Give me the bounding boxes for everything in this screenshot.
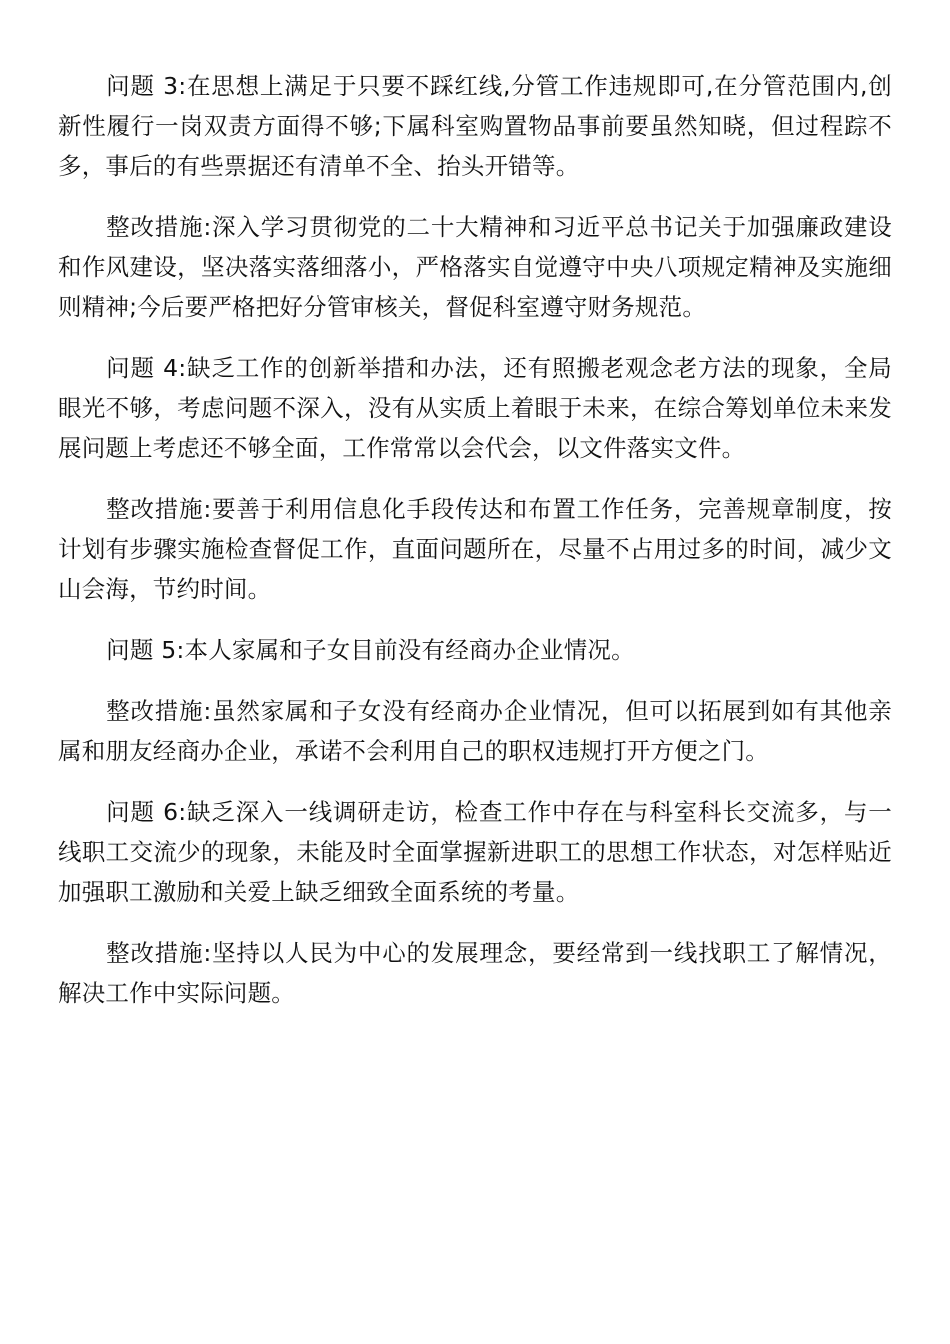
problem-4-paragraph: 问题 4:缺乏工作的创新举措和办法，还有照搬老观念老方法的现象，全局眼光不够，考虑问题不深入，没有从实质上着眼于未来，在综合筹划单位未来发展问题上考虑还不够全面，工作常常以会代会，以文件落实文件。 xyxy=(58,354,892,462)
problem-5-paragraph: 问题 5:本人家属和子女目前没有经商办企业情况。 xyxy=(106,636,635,664)
measure-5-paragraph: 整改措施:虽然家属和子女没有经商办企业情况，但可以拓展到如有其他亲属和朋友经商办企业，承诺不会利用自己的职权违规打开方便之门。 xyxy=(58,697,892,765)
measure-4-paragraph: 整改措施:要善于利用信息化手段传达和布置工作任务，完善规章制度，按计划有步骤实施检查督促工作，直面问题所在，尽量不占用过多的时间，减少文山会海，节约时间。 xyxy=(58,495,892,603)
problem-6-paragraph: 问题 6:缺乏深入一线调研走访，检查工作中存在与科室科长交流多，与一线职工交流少的现象，未能及时全面掌握新进职工的思想工作状态，对怎样贴近加强职工激励和关爱上缺乏细致全面系统的考量。 xyxy=(58,798,892,906)
problem-3-paragraph: 问题 3:在思想上满足于只要不踩红线,分管工作违规即可,在分管范围内,创新性履行一岗双责方面得不够;下属科室购置物品事前要虽然知晓，但过程踪不多，事后的有些票据还有清单不全、抬头开错等。 xyxy=(58,72,892,180)
measure-6-paragraph: 整改措施:坚持以人民为中心的发展理念，要经常到一线找职工了解情况，解决工作中实际问题。 xyxy=(58,939,892,1007)
measure-3-paragraph: 整改措施:深入学习贯彻党的二十大精神和习近平总书记关于加强廉政建设和作风建设，坚决落实落细落小，严格落实自觉遵守中央八项规定精神及实施细则精神;今后要严格把好分管审核关，督促科室遵守财务规范。 xyxy=(58,213,892,321)
